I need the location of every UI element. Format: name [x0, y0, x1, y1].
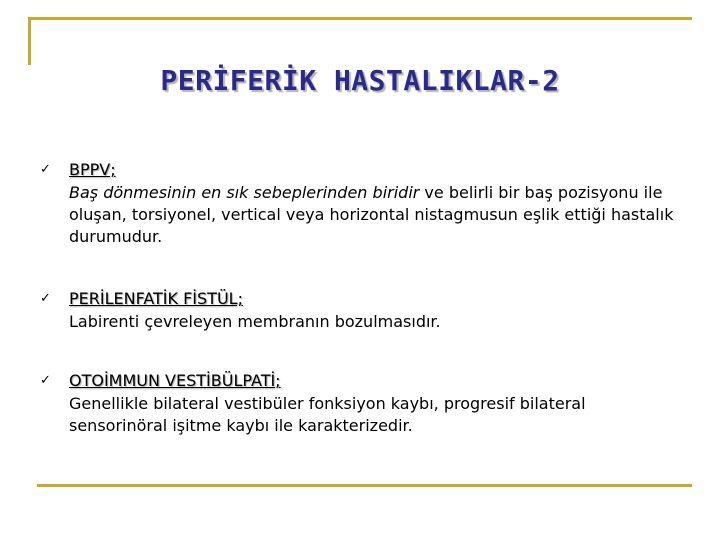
- checkmark-icon: ✓: [40, 291, 51, 306]
- checkmark-icon: ✓: [40, 162, 51, 177]
- bullet-heading: BPPV;: [69, 160, 116, 179]
- slide-title: PERİFERİK HASTALIKLAR-2: [160, 64, 560, 97]
- checkmark-icon: ✓: [40, 373, 51, 388]
- frame-top-line: [28, 17, 692, 20]
- bullet-heading: OTOİMMUN VESTİBÜLPATİ;: [69, 371, 281, 390]
- bullet-description: [69, 182, 679, 248]
- bullet-description: Genellikle bilateral vestibüler fonksiyon kaybı, progresif bilateral sensorinöral işitme kaybı ile karakterizedir.: [69, 394, 586, 435]
- frame-bottom-line: [37, 484, 692, 487]
- bullet-heading: PERİLENFATİK FİSTÜL;: [69, 289, 243, 308]
- description-emphasis: Baş dönmesinin en sık sebeplerinden biridir: [69, 183, 420, 202]
- description-text: ve belirli bir baş pozisyonu ile oluşan, torsiyonel, vertical veya horizontal nistagmusun eşlik ettiği hastalık durumudur.: [69, 183, 674, 246]
- bullet-description: Labirenti çevreleyen membranın bozulmasıdır.: [69, 312, 441, 331]
- frame-left-line: [28, 17, 31, 65]
